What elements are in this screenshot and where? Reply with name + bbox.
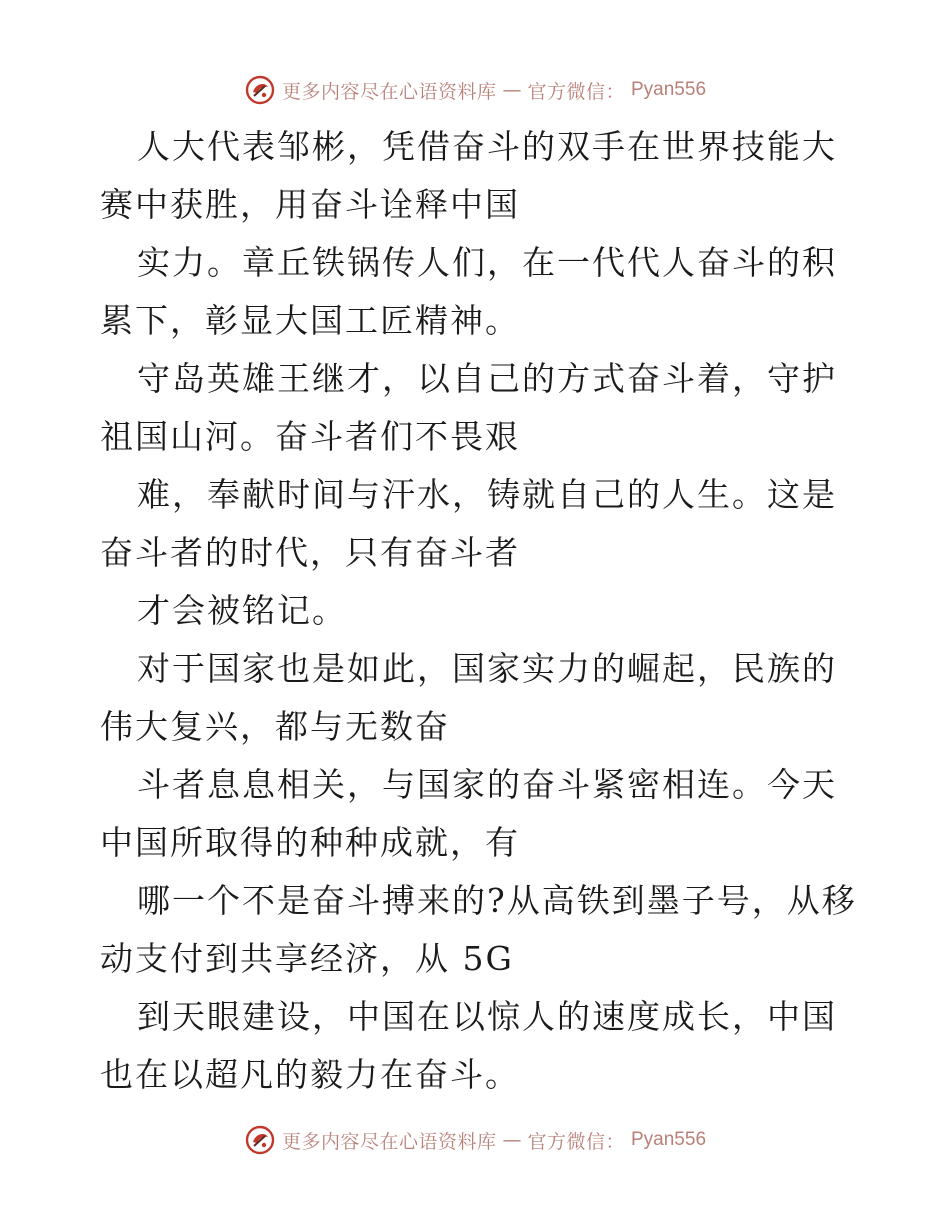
paragraph-line: 对于国家也是如此，国家实力的崛起，民族的伟 <box>100 649 837 746</box>
paragraph-line: 斗者的时代，只有奋斗者 <box>135 533 520 572</box>
paragraph-line: 人大代表邹彬，凭借奋斗的双手在世界技能大赛 <box>100 127 837 224</box>
paragraph-line: 斗者息息相关，与国家的奋斗紧密相连。今天中 <box>100 765 837 862</box>
paragraph-line: 实力。章丘铁锅传人们，在一代代人奋斗的积累 <box>100 243 837 340</box>
paragraph <box>100 350 860 466</box>
banner-wechat-id: Pyan556 <box>631 1129 707 1150</box>
paragraph-line: 动支付到共享经济，从 5G <box>100 939 514 978</box>
paragraph <box>100 118 860 234</box>
paragraph-line: 在以超凡的毅力在奋斗。 <box>135 1055 520 1094</box>
banner-title: 更多内容尽在心语资料库 <box>281 1130 497 1153</box>
paragraph <box>100 466 860 582</box>
banner-title: 更多内容尽在心语资料库 <box>281 80 497 103</box>
banner-wechat-label: 官方微信： <box>527 1130 625 1153</box>
paragraph-line: 国所取得的种种成就，有 <box>135 823 520 862</box>
paragraph-line: 守岛英雄王继才，以自己的方式奋斗着，守护祖 <box>100 359 837 456</box>
paragraph-line: 到天眼建设，中国在以惊人的速度成长，中国也 <box>100 997 837 1094</box>
paragraph <box>100 756 860 872</box>
paragraph-line: 国山河。奋斗者们不畏艰 <box>135 417 520 456</box>
paragraph-line: 难，奉献时间与汗水，铸就自己的人生。这是奋 <box>100 475 837 572</box>
paragraph-line: 大复兴，都与无数奋 <box>135 707 450 746</box>
document-body <box>100 118 860 1104</box>
paragraph <box>100 582 860 640</box>
paragraph-line: 哪一个不是奋斗搏来的?从高铁到墨子号，从移 <box>137 881 857 920</box>
paragraph-line: 才会被铭记。 <box>137 591 347 630</box>
footer-banner <box>0 1120 950 1160</box>
brand-logo-icon <box>244 1124 276 1156</box>
banner-separator: — <box>502 79 522 101</box>
brand-logo-icon <box>244 74 276 106</box>
header-banner <box>0 70 950 110</box>
banner-wechat-id: Pyan556 <box>631 79 707 100</box>
banner-wechat-label: 官方微信： <box>527 80 625 103</box>
paragraph <box>100 988 860 1104</box>
banner-separator: — <box>502 1129 522 1151</box>
paragraph <box>100 640 860 756</box>
paragraph-line: 中获胜，用奋斗诠释中国 <box>135 185 520 224</box>
paragraph-line: 下，彰显大国工匠精神。 <box>135 301 520 340</box>
paragraph <box>100 872 860 988</box>
paragraph <box>100 234 860 350</box>
